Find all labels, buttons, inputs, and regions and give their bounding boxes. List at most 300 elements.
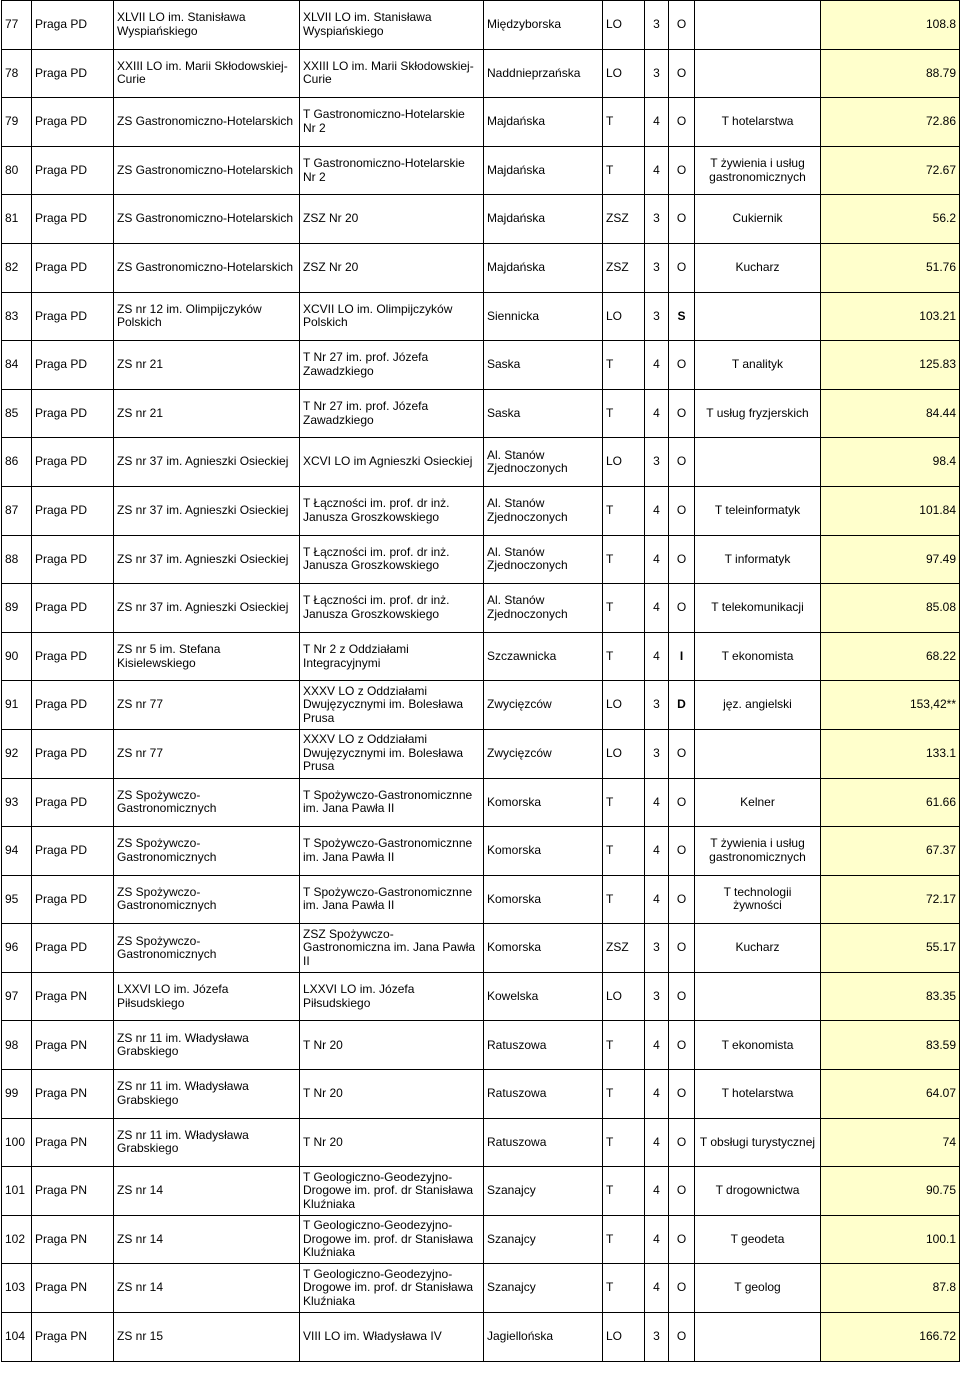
table-row	[2, 146, 960, 195]
row-number: 97	[2, 972, 32, 1021]
table-row	[2, 924, 960, 973]
street-cell: Ratuszowa	[484, 1118, 603, 1167]
row-number: 91	[2, 681, 32, 730]
school-type-cell: T	[603, 146, 645, 195]
profession-cell: Cukiernik	[695, 195, 821, 244]
district-cell: Praga PN	[32, 1021, 114, 1070]
profession-cell: Kucharz	[695, 243, 821, 292]
school-type-cell: T	[603, 1070, 645, 1119]
street-cell: Al. Stanów Zjednoczonych	[484, 584, 603, 633]
class-type-cell: S	[669, 292, 695, 341]
school-complex-cell: ZS nr 14	[114, 1167, 300, 1216]
school-name-cell: T Nr 20	[300, 1021, 484, 1070]
score-cell: 85.08	[821, 584, 960, 633]
school-complex-cell: ZS nr 14	[114, 1264, 300, 1313]
profession-cell: T żywienia i usług gastronomicznych	[695, 827, 821, 876]
table-row	[2, 778, 960, 827]
profession-cell	[695, 438, 821, 487]
cycle-years-cell: 4	[645, 1021, 669, 1070]
school-complex-cell: ZS nr 15	[114, 1313, 300, 1362]
table-row	[2, 1167, 960, 1216]
school-type-cell: T	[603, 632, 645, 681]
district-cell: Praga PN	[32, 1118, 114, 1167]
profession-cell: T geodeta	[695, 1215, 821, 1264]
score-cell: 153,42**	[821, 681, 960, 730]
school-type-cell: ZSZ	[603, 195, 645, 244]
school-name-cell: T Spożywczo-Gastronomicznne im. Jana Pawła II	[300, 827, 484, 876]
score-cell: 72.67	[821, 146, 960, 195]
school-type-cell: T	[603, 389, 645, 438]
district-cell: Praga PN	[32, 1167, 114, 1216]
cycle-years-cell: 4	[645, 875, 669, 924]
table-row	[2, 1021, 960, 1070]
school-type-cell: T	[603, 1118, 645, 1167]
school-type-cell: T	[603, 1264, 645, 1313]
district-cell: Praga PD	[32, 341, 114, 390]
cycle-years-cell: 4	[645, 827, 669, 876]
table-row	[2, 729, 960, 778]
street-cell: Międzyborska	[484, 1, 603, 50]
class-type-cell: O	[669, 243, 695, 292]
street-cell: Zwycięzców	[484, 681, 603, 730]
score-cell: 67.37	[821, 827, 960, 876]
cycle-years-cell: 3	[645, 1, 669, 50]
district-cell: Praga PD	[32, 486, 114, 535]
school-complex-cell: ZS Spożywczo-Gastronomicznych	[114, 827, 300, 876]
school-name-cell: VIII LO im. Władysława IV	[300, 1313, 484, 1362]
district-cell: Praga PD	[32, 924, 114, 973]
district-cell: Praga PD	[32, 49, 114, 98]
school-name-cell: T Geologiczno-Geodezyjno-Drogowe im. prof. dr Stanisława Kluźniaka	[300, 1215, 484, 1264]
profession-cell: T hotelarstwa	[695, 98, 821, 147]
profession-cell: T drogownictwa	[695, 1167, 821, 1216]
district-cell: Praga PD	[32, 875, 114, 924]
row-number: 101	[2, 1167, 32, 1216]
school-name-cell: T Geologiczno-Geodezyjno-Drogowe im. prof. dr Stanisława Kluźniaka	[300, 1264, 484, 1313]
school-complex-cell: ZS nr 37 im. Agnieszki Osieckiej	[114, 486, 300, 535]
class-type-cell: O	[669, 535, 695, 584]
table-row	[2, 243, 960, 292]
score-cell: 61.66	[821, 778, 960, 827]
school-name-cell: T Nr 20	[300, 1118, 484, 1167]
table-row	[2, 292, 960, 341]
profession-cell: T telekomunikacji	[695, 584, 821, 633]
class-type-cell: D	[669, 681, 695, 730]
school-complex-cell: XXIII LO im. Marii Skłodowskiej-Curie	[114, 49, 300, 98]
school-complex-cell: ZS Spożywczo-Gastronomicznych	[114, 778, 300, 827]
school-type-cell: T	[603, 486, 645, 535]
score-cell: 108.8	[821, 1, 960, 50]
street-cell: Komorska	[484, 875, 603, 924]
score-cell: 100.1	[821, 1215, 960, 1264]
school-type-cell: T	[603, 875, 645, 924]
table-row	[2, 1264, 960, 1313]
cycle-years-cell: 4	[645, 146, 669, 195]
class-type-cell: O	[669, 1, 695, 50]
school-complex-cell: ZS Gastronomiczno-Hotelarskich	[114, 98, 300, 147]
school-complex-cell: XLVII LO im. Stanisława Wyspiańskiego	[114, 1, 300, 50]
school-name-cell: XCVI LO im Agnieszki Osieckiej	[300, 438, 484, 487]
row-number: 94	[2, 827, 32, 876]
score-cell: 72.17	[821, 875, 960, 924]
profession-cell: Kelner	[695, 778, 821, 827]
school-complex-cell: ZS nr 11 im. Władysława Grabskiego	[114, 1118, 300, 1167]
profession-cell: T ekonomista	[695, 1021, 821, 1070]
schools-table	[1, 0, 960, 1362]
class-type-cell: O	[669, 972, 695, 1021]
district-cell: Praga PD	[32, 292, 114, 341]
school-complex-cell: ZS nr 5 im. Stefana Kisielewskiego	[114, 632, 300, 681]
row-number: 80	[2, 146, 32, 195]
street-cell: Siennicka	[484, 292, 603, 341]
score-cell: 88.79	[821, 49, 960, 98]
school-name-cell: T Nr 27 im. prof. Józefa Zawadzkiego	[300, 389, 484, 438]
school-name-cell: T Spożywczo-Gastronomicznne im. Jana Pawła II	[300, 778, 484, 827]
cycle-years-cell: 3	[645, 681, 669, 730]
street-cell: Komorska	[484, 827, 603, 876]
school-complex-cell: ZS nr 37 im. Agnieszki Osieckiej	[114, 584, 300, 633]
score-cell: 64.07	[821, 1070, 960, 1119]
school-name-cell: LXXVI LO im. Józefa Piłsudskiego	[300, 972, 484, 1021]
profession-cell	[695, 292, 821, 341]
table-row	[2, 632, 960, 681]
profession-cell: T hotelarstwa	[695, 1070, 821, 1119]
row-number: 87	[2, 486, 32, 535]
school-complex-cell: ZS nr 77	[114, 729, 300, 778]
school-name-cell: T Spożywczo-Gastronomicznne im. Jana Pawła II	[300, 875, 484, 924]
school-type-cell: ZSZ	[603, 243, 645, 292]
score-cell: 103.21	[821, 292, 960, 341]
school-type-cell: T	[603, 1167, 645, 1216]
cycle-years-cell: 4	[645, 1264, 669, 1313]
profession-cell: T usług fryzjerskich	[695, 389, 821, 438]
district-cell: Praga PD	[32, 438, 114, 487]
street-cell: Szczawnicka	[484, 632, 603, 681]
class-type-cell: O	[669, 875, 695, 924]
table-body	[2, 1, 960, 1362]
district-cell: Praga PN	[32, 1264, 114, 1313]
score-cell: 166.72	[821, 1313, 960, 1362]
class-type-cell: I	[669, 632, 695, 681]
class-type-cell: O	[669, 778, 695, 827]
class-type-cell: O	[669, 389, 695, 438]
profession-cell	[695, 1313, 821, 1362]
school-name-cell: T Łączności im. prof. dr inż. Janusza Groszkowskiego	[300, 486, 484, 535]
cycle-years-cell: 4	[645, 632, 669, 681]
cycle-years-cell: 3	[645, 972, 669, 1021]
class-type-cell: O	[669, 584, 695, 633]
cycle-years-cell: 4	[645, 1215, 669, 1264]
cycle-years-cell: 3	[645, 243, 669, 292]
row-number: 82	[2, 243, 32, 292]
school-type-cell: T	[603, 98, 645, 147]
row-number: 95	[2, 875, 32, 924]
school-type-cell: LO	[603, 681, 645, 730]
class-type-cell: O	[669, 1070, 695, 1119]
district-cell: Praga PD	[32, 98, 114, 147]
cycle-years-cell: 4	[645, 535, 669, 584]
district-cell: Praga PD	[32, 195, 114, 244]
cycle-years-cell: 3	[645, 924, 669, 973]
score-cell: 98.4	[821, 438, 960, 487]
profession-cell: T teleinformatyk	[695, 486, 821, 535]
district-cell: Praga PD	[32, 389, 114, 438]
school-complex-cell: ZS Gastronomiczno-Hotelarskich	[114, 243, 300, 292]
row-number: 90	[2, 632, 32, 681]
table-row	[2, 486, 960, 535]
table-row	[2, 195, 960, 244]
school-complex-cell: ZS nr 11 im. Władysława Grabskiego	[114, 1070, 300, 1119]
street-cell: Saska	[484, 389, 603, 438]
table-row	[2, 49, 960, 98]
school-type-cell: LO	[603, 438, 645, 487]
street-cell: Komorska	[484, 924, 603, 973]
class-type-cell: O	[669, 924, 695, 973]
school-complex-cell: ZS Gastronomiczno-Hotelarskich	[114, 146, 300, 195]
school-type-cell: T	[603, 535, 645, 584]
row-number: 102	[2, 1215, 32, 1264]
school-complex-cell: ZS nr 14	[114, 1215, 300, 1264]
cycle-years-cell: 4	[645, 389, 669, 438]
class-type-cell: O	[669, 1264, 695, 1313]
table-row	[2, 1118, 960, 1167]
street-cell: Ratuszowa	[484, 1021, 603, 1070]
district-cell: Praga PD	[32, 146, 114, 195]
street-cell: Al. Stanów Zjednoczonych	[484, 535, 603, 584]
school-name-cell: ZSZ Nr 20	[300, 243, 484, 292]
cycle-years-cell: 3	[645, 1313, 669, 1362]
school-type-cell: LO	[603, 292, 645, 341]
profession-cell: T analityk	[695, 341, 821, 390]
profession-cell: jęz. angielski	[695, 681, 821, 730]
school-name-cell: XXIII LO im. Marii Skłodowskiej-Curie	[300, 49, 484, 98]
score-cell: 101.84	[821, 486, 960, 535]
row-number: 86	[2, 438, 32, 487]
cycle-years-cell: 3	[645, 195, 669, 244]
table-row	[2, 875, 960, 924]
school-name-cell: ZSZ Nr 20	[300, 195, 484, 244]
score-cell: 83.35	[821, 972, 960, 1021]
score-cell: 72.86	[821, 98, 960, 147]
cycle-years-cell: 3	[645, 729, 669, 778]
school-type-cell: T	[603, 1021, 645, 1070]
school-type-cell: LO	[603, 49, 645, 98]
cycle-years-cell: 4	[645, 778, 669, 827]
school-type-cell: T	[603, 778, 645, 827]
cycle-years-cell: 4	[645, 1070, 669, 1119]
class-type-cell: O	[669, 98, 695, 147]
table-row	[2, 972, 960, 1021]
cycle-years-cell: 4	[645, 98, 669, 147]
school-type-cell: T	[603, 341, 645, 390]
cycle-years-cell: 3	[645, 292, 669, 341]
row-number: 77	[2, 1, 32, 50]
table-row	[2, 1215, 960, 1264]
class-type-cell: O	[669, 195, 695, 244]
cycle-years-cell: 3	[645, 438, 669, 487]
row-number: 98	[2, 1021, 32, 1070]
score-cell: 87.8	[821, 1264, 960, 1313]
profession-cell: Kucharz	[695, 924, 821, 973]
school-complex-cell: ZS nr 37 im. Agnieszki Osieckiej	[114, 438, 300, 487]
row-number: 84	[2, 341, 32, 390]
cycle-years-cell: 4	[645, 486, 669, 535]
class-type-cell: O	[669, 146, 695, 195]
street-cell: Naddnieprzańska	[484, 49, 603, 98]
school-complex-cell: ZS Gastronomiczno-Hotelarskich	[114, 195, 300, 244]
school-type-cell: LO	[603, 1313, 645, 1362]
profession-cell: T technologii żywności	[695, 875, 821, 924]
class-type-cell: O	[669, 438, 695, 487]
row-number: 96	[2, 924, 32, 973]
school-complex-cell: ZS nr 21	[114, 389, 300, 438]
school-name-cell: XXXV LO z Oddziałami Dwujęzycznymi im. Bolesława Prusa	[300, 729, 484, 778]
street-cell: Szanajcy	[484, 1264, 603, 1313]
street-cell: Szanajcy	[484, 1167, 603, 1216]
school-type-cell: T	[603, 827, 645, 876]
score-cell: 90.75	[821, 1167, 960, 1216]
district-cell: Praga PN	[32, 1313, 114, 1362]
school-name-cell: T Gastronomiczno-Hotelarskie Nr 2	[300, 146, 484, 195]
row-number: 93	[2, 778, 32, 827]
row-number: 81	[2, 195, 32, 244]
school-name-cell: XLVII LO im. Stanisława Wyspiańskiego	[300, 1, 484, 50]
table-row	[2, 681, 960, 730]
row-number: 78	[2, 49, 32, 98]
school-complex-cell: ZS nr 37 im. Agnieszki Osieckiej	[114, 535, 300, 584]
street-cell: Jagiellońska	[484, 1313, 603, 1362]
street-cell: Majdańska	[484, 146, 603, 195]
cycle-years-cell: 3	[645, 49, 669, 98]
street-cell: Majdańska	[484, 243, 603, 292]
school-type-cell: LO	[603, 1, 645, 50]
street-cell: Szanajcy	[484, 1215, 603, 1264]
profession-cell: T żywienia i usług gastronomicznych	[695, 146, 821, 195]
class-type-cell: O	[669, 1021, 695, 1070]
table-row	[2, 438, 960, 487]
table-row	[2, 827, 960, 876]
school-name-cell: XCVII LO im. Olimpijczyków Polskich	[300, 292, 484, 341]
cycle-years-cell: 4	[645, 341, 669, 390]
table-row	[2, 98, 960, 147]
score-cell: 68.22	[821, 632, 960, 681]
table-row	[2, 535, 960, 584]
district-cell: Praga PN	[32, 1215, 114, 1264]
school-name-cell: XXXV LO z Oddziałami Dwujęzycznymi im. Bolesława Prusa	[300, 681, 484, 730]
school-name-cell: T Nr 27 im. prof. Józefa Zawadzkiego	[300, 341, 484, 390]
row-number: 89	[2, 584, 32, 633]
street-cell: Saska	[484, 341, 603, 390]
street-cell: Ratuszowa	[484, 1070, 603, 1119]
row-number: 92	[2, 729, 32, 778]
table-row	[2, 584, 960, 633]
district-cell: Praga PN	[32, 1070, 114, 1119]
school-name-cell: T Nr 2 z Oddziałami Integracyjnymi	[300, 632, 484, 681]
school-type-cell: LO	[603, 972, 645, 1021]
school-name-cell: T Łączności im. prof. dr inż. Janusza Groszkowskiego	[300, 535, 484, 584]
school-type-cell: LO	[603, 729, 645, 778]
cycle-years-cell: 4	[645, 584, 669, 633]
school-complex-cell: ZS nr 77	[114, 681, 300, 730]
school-complex-cell: ZS Spożywczo-Gastronomicznych	[114, 875, 300, 924]
street-cell: Majdańska	[484, 98, 603, 147]
district-cell: Praga PN	[32, 972, 114, 1021]
school-complex-cell: ZS nr 21	[114, 341, 300, 390]
table-row	[2, 341, 960, 390]
table-row	[2, 1313, 960, 1362]
street-cell: Zwycięzców	[484, 729, 603, 778]
score-cell: 133.1	[821, 729, 960, 778]
district-cell: Praga PD	[32, 535, 114, 584]
row-number: 85	[2, 389, 32, 438]
district-cell: Praga PD	[32, 681, 114, 730]
table-row	[2, 1070, 960, 1119]
profession-cell	[695, 1, 821, 50]
school-name-cell: T Geologiczno-Geodezyjno-Drogowe im. prof. dr Stanisława Kluźniaka	[300, 1167, 484, 1216]
profession-cell: T ekonomista	[695, 632, 821, 681]
profession-cell: T informatyk	[695, 535, 821, 584]
street-cell: Al. Stanów Zjednoczonych	[484, 486, 603, 535]
class-type-cell: O	[669, 1167, 695, 1216]
school-name-cell: T Nr 20	[300, 1070, 484, 1119]
table-row	[2, 389, 960, 438]
class-type-cell: O	[669, 729, 695, 778]
row-number: 83	[2, 292, 32, 341]
school-complex-cell: ZS nr 11 im. Władysława Grabskiego	[114, 1021, 300, 1070]
school-complex-cell: ZS Spożywczo-Gastronomicznych	[114, 924, 300, 973]
cycle-years-cell: 4	[645, 1167, 669, 1216]
score-cell: 84.44	[821, 389, 960, 438]
class-type-cell: O	[669, 1313, 695, 1362]
table-row	[2, 1, 960, 50]
profession-cell: T obsługi turystycznej	[695, 1118, 821, 1167]
street-cell: Al. Stanów Zjednoczonych	[484, 438, 603, 487]
score-cell: 56.2	[821, 195, 960, 244]
score-cell: 74	[821, 1118, 960, 1167]
district-cell: Praga PD	[32, 827, 114, 876]
district-cell: Praga PD	[32, 778, 114, 827]
school-type-cell: ZSZ	[603, 924, 645, 973]
score-cell: 125.83	[821, 341, 960, 390]
school-type-cell: T	[603, 584, 645, 633]
street-cell: Komorska	[484, 778, 603, 827]
profession-cell: T geolog	[695, 1264, 821, 1313]
class-type-cell: O	[669, 827, 695, 876]
school-name-cell: T Gastronomiczno-Hotelarskie Nr 2	[300, 98, 484, 147]
score-cell: 55.17	[821, 924, 960, 973]
school-complex-cell: ZS nr 12 im. Olimpijczyków Polskich	[114, 292, 300, 341]
score-cell: 83.59	[821, 1021, 960, 1070]
row-number: 99	[2, 1070, 32, 1119]
class-type-cell: O	[669, 341, 695, 390]
row-number: 79	[2, 98, 32, 147]
class-type-cell: O	[669, 49, 695, 98]
school-type-cell: T	[603, 1215, 645, 1264]
class-type-cell: O	[669, 486, 695, 535]
profession-cell	[695, 729, 821, 778]
profession-cell	[695, 49, 821, 98]
cycle-years-cell: 4	[645, 1118, 669, 1167]
district-cell: Praga PD	[32, 1, 114, 50]
school-name-cell: ZSZ Spożywczo-Gastronomiczna im. Jana Pawła II	[300, 924, 484, 973]
street-cell: Majdańska	[484, 195, 603, 244]
class-type-cell: O	[669, 1118, 695, 1167]
district-cell: Praga PD	[32, 584, 114, 633]
row-number: 88	[2, 535, 32, 584]
street-cell: Kowelska	[484, 972, 603, 1021]
score-cell: 97.49	[821, 535, 960, 584]
row-number: 104	[2, 1313, 32, 1362]
